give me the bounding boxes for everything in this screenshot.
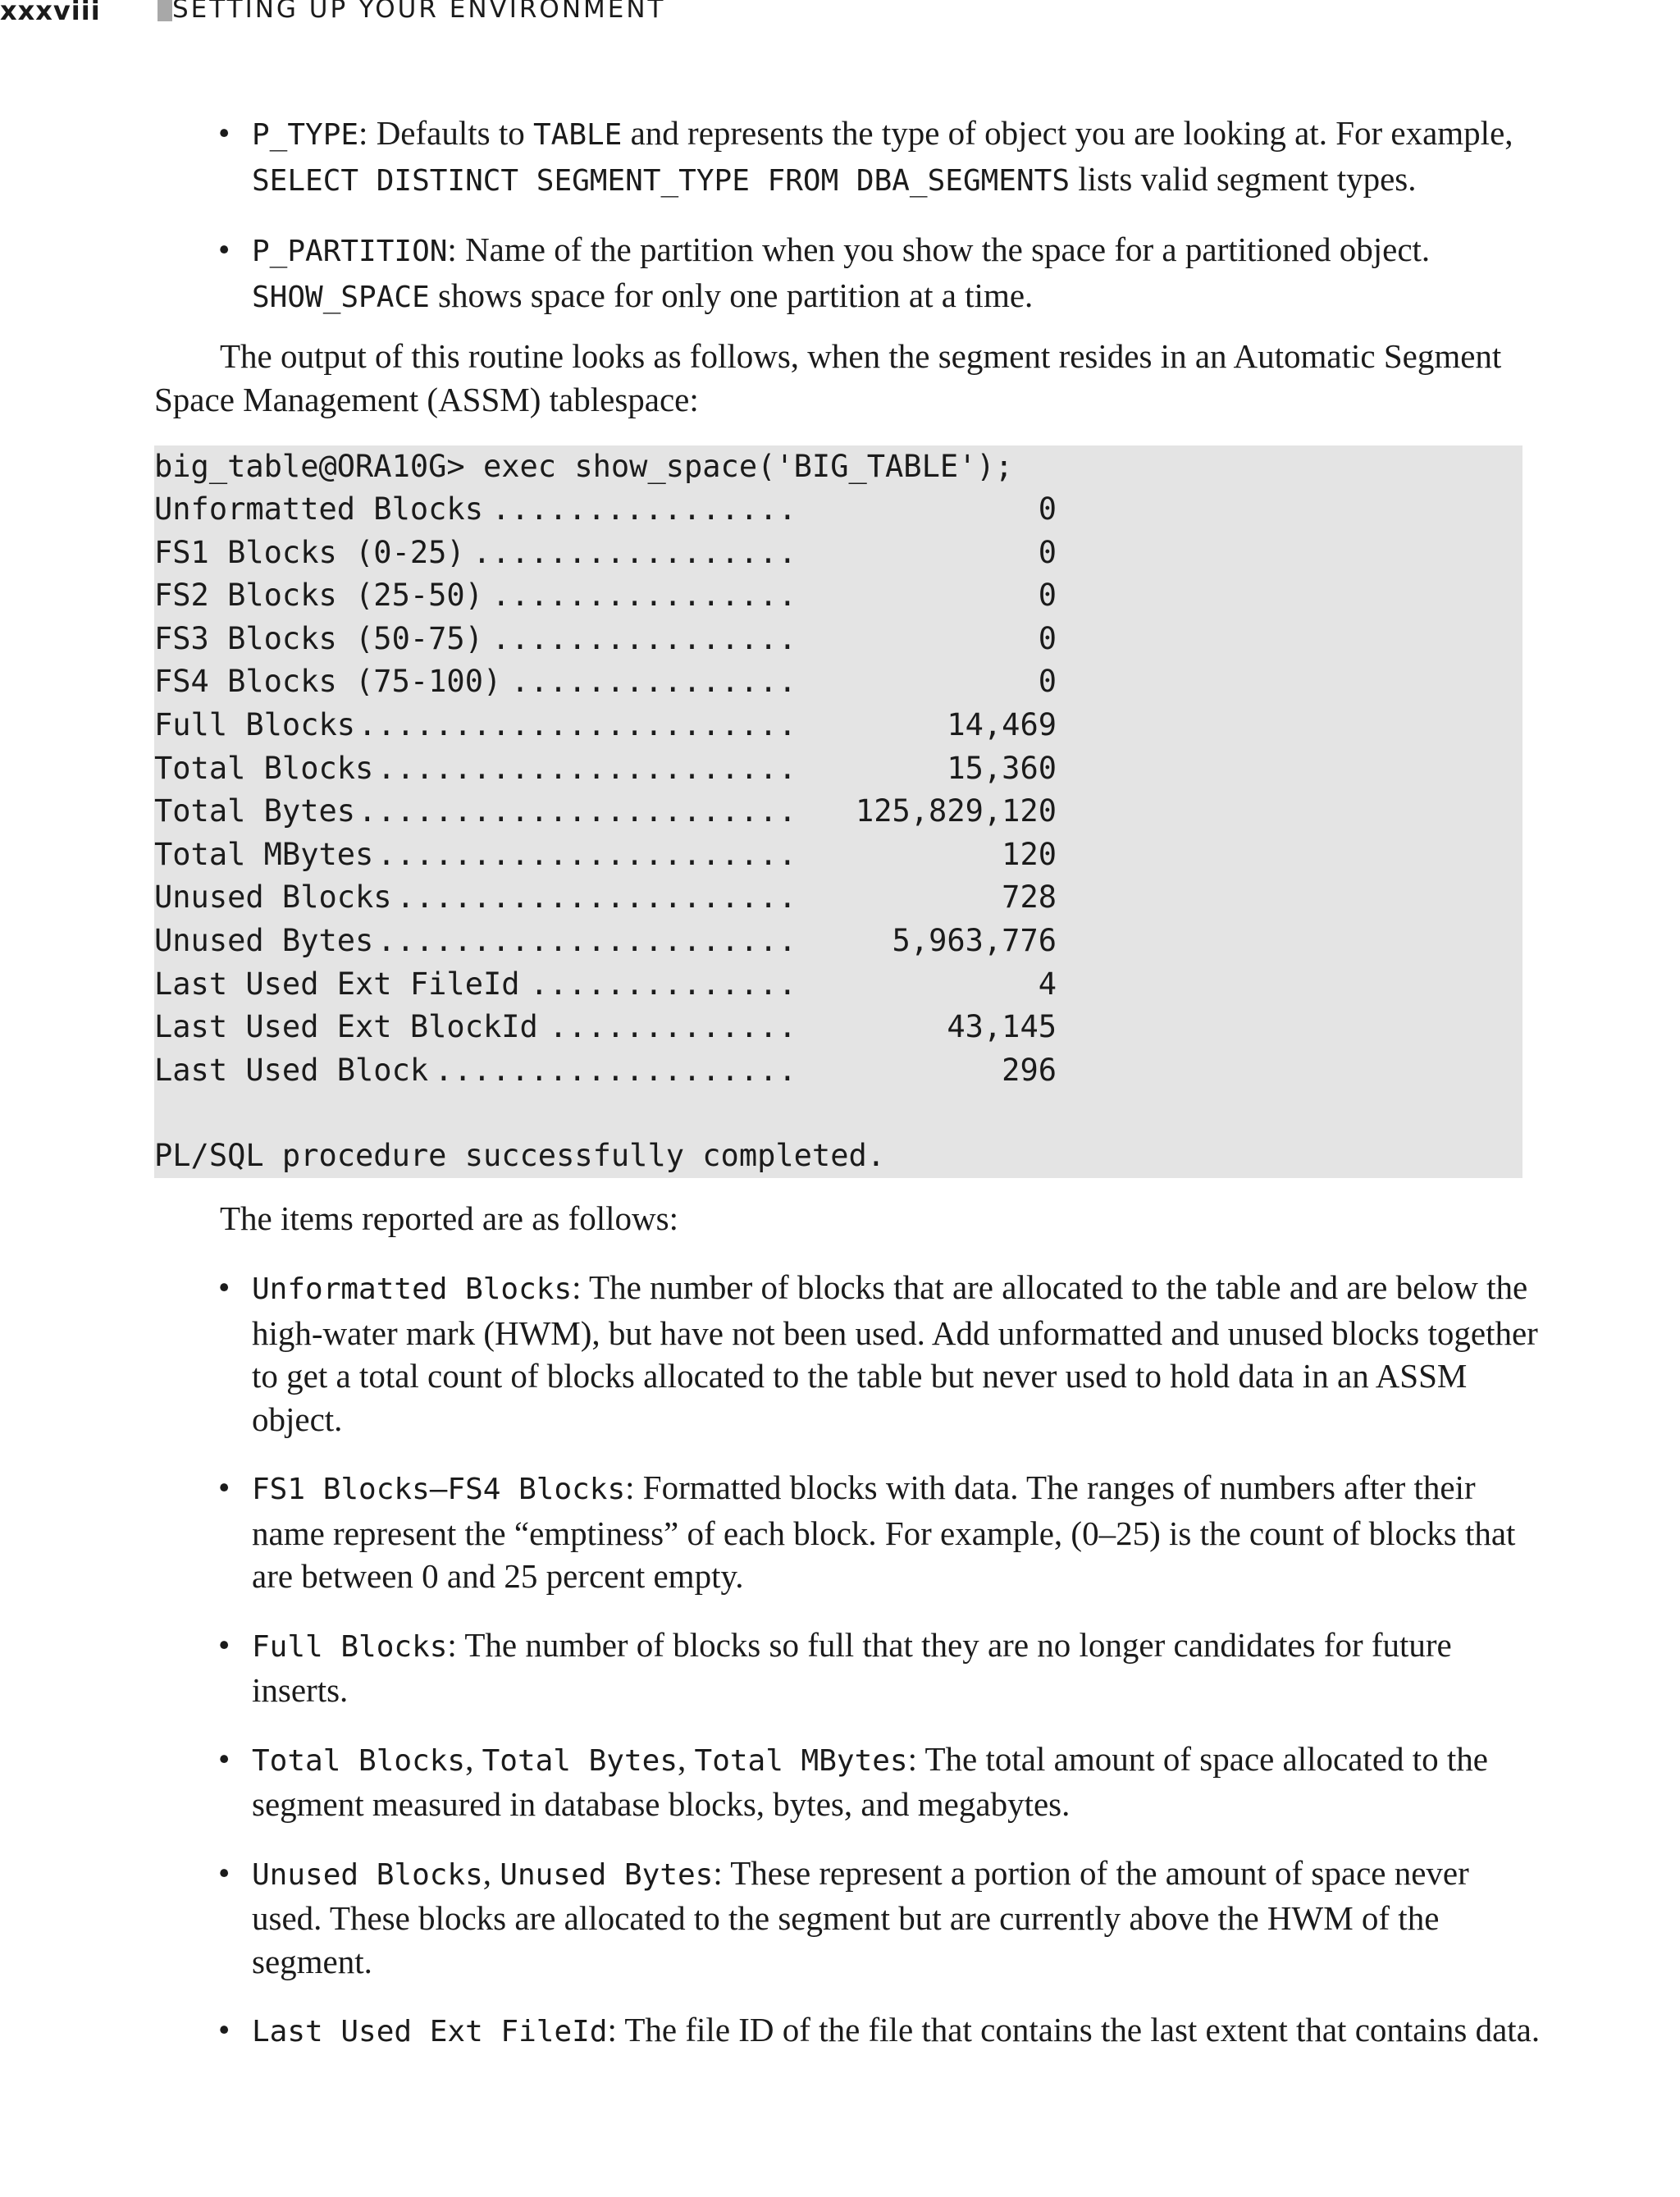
metric-value: 14,469 <box>947 707 1057 742</box>
metric-label: Full Blocks <box>154 707 356 742</box>
inline-code: FS1 Blocks–FS4 Blocks <box>252 1473 626 1506</box>
metric-value: 5,963,776 <box>892 923 1057 958</box>
code-output-row <box>154 834 1057 876</box>
body-text: and represents the type of object you are looking at. For example, <box>622 114 1513 152</box>
code-output-row <box>154 1049 1057 1092</box>
body-text: : The number of blocks so full that they are no longer candidates for future inserts. <box>252 1625 1452 1709</box>
leader-dots: ..................... <box>396 879 797 916</box>
inline-code: SELECT DISTINCT SEGMENT_TYPE FROM DBA_SEGMENTS <box>252 163 1070 198</box>
code-output-row <box>154 488 1057 531</box>
metric-label: Last Used Block <box>154 1052 429 1088</box>
inline-code: Full Blocks <box>252 1629 448 1664</box>
term-code: P_PARTITION <box>252 235 448 268</box>
inline-code: Total Bytes <box>482 1743 678 1778</box>
list-item <box>0 1738 1680 1826</box>
running-header <box>0 0 1680 25</box>
metric-value: 0 <box>1038 620 1057 656</box>
leader-dots: ................ <box>491 620 797 656</box>
body-text: : Name of the partition when you show the space for a partitioned object. <box>447 231 1431 268</box>
metric-label: Unused Blocks <box>154 879 392 916</box>
list-item <box>0 1852 1680 1984</box>
list-item <box>0 1266 1680 1441</box>
parameter-list <box>0 112 1680 345</box>
term-code: P_TYPE <box>252 118 359 152</box>
intro-paragraph: The output of this routine looks as follows, when the segment resides in an Automatic Segment Space Management (ASSM) tablespace: <box>154 337 1502 418</box>
body-text: : Formatted blocks with data. The ranges of numbers after their name represent the “emptiness” of each block. For example, (0–25) is the count of blocks that are between 0 and 25 percent empty. <box>252 1468 1516 1595</box>
list-item <box>0 2008 1680 2054</box>
body-text: shows space for only one partition at a time. <box>429 276 1034 314</box>
leader-dots: ............. <box>549 1009 797 1045</box>
metric-label: Total Blocks <box>154 750 374 786</box>
inline-code: Total Blocks <box>252 1743 466 1778</box>
body-text: , <box>678 1739 695 1778</box>
metric-value: 15,360 <box>947 750 1057 786</box>
code-command: big_table@ORA10G> exec show_space('BIG_TABLE'); <box>154 449 1013 484</box>
list-item <box>0 228 1680 319</box>
items-intro: The items reported are as follows: <box>220 1199 679 1237</box>
list-item <box>0 1466 1680 1598</box>
metric-label: FS3 Blocks (50-75) <box>154 620 483 656</box>
leader-dots: ................ <box>491 491 797 527</box>
code-output-row <box>154 1006 1057 1048</box>
body-text: : The file ID of the file that contains the last extent that contains data. <box>607 2011 1541 2049</box>
metric-value: 43,145 <box>947 1009 1057 1045</box>
leader-dots: ................. <box>472 534 797 570</box>
inline-code: Total MBytes <box>694 1743 908 1778</box>
leader-dots: ....................... <box>358 707 797 742</box>
metric-label: Unformatted Blocks <box>154 491 483 527</box>
metric-value: 120 <box>1002 836 1057 872</box>
code-output-row <box>154 790 1057 833</box>
code-listing <box>154 445 1522 1178</box>
leader-dots: ....................... <box>358 793 797 829</box>
code-output-row <box>154 876 1057 919</box>
metric-value: 0 <box>1038 664 1057 700</box>
metric-label: Total MBytes <box>154 836 374 872</box>
inline-code: Unused Bytes <box>500 1857 714 1892</box>
inline-code: Unused Blocks <box>252 1857 483 1892</box>
list-item <box>0 1624 1680 1712</box>
body-text: : The total amount of space allocated to the segment measured in database blocks, bytes, and megabytes. <box>252 1739 1488 1823</box>
metric-label: Last Used Ext FileId <box>154 966 520 1002</box>
leader-dots: ...................... <box>377 750 797 786</box>
section-title: SETTING UP YOUR ENVIRONMENT <box>172 0 666 24</box>
code-output-row <box>154 963 1057 1006</box>
code-output-row <box>154 618 1057 660</box>
body-text: : These represent a portion of the amount of space never used. These blocks are allocated to the segment but are currently above the HWM of the segment. <box>252 1853 1469 1980</box>
metric-label: Last Used Ext BlockId <box>154 1009 538 1045</box>
leader-dots: .............. <box>530 966 797 1002</box>
code-output-row <box>154 920 1057 962</box>
metric-value: 0 <box>1038 578 1057 614</box>
body-text: , <box>482 1853 500 1892</box>
metric-label: FS4 Blocks (75-100) <box>154 664 502 700</box>
metric-label: Total Bytes <box>154 793 356 829</box>
metric-label: Unused Bytes <box>154 923 374 958</box>
code-output-row <box>154 704 1057 747</box>
code-completion-message: PL/SQL procedure successfully completed. <box>154 1138 886 1173</box>
metric-label: FS1 Blocks (0-25) <box>154 534 465 570</box>
metric-value: 728 <box>1002 879 1057 916</box>
inline-code: TABLE <box>532 118 623 152</box>
metric-value: 4 <box>1038 966 1057 1002</box>
metric-label: FS2 Blocks (25-50) <box>154 578 483 614</box>
page-number: xxxviii <box>0 0 101 26</box>
items-list <box>0 1266 1680 2080</box>
metric-value: 296 <box>1002 1052 1057 1088</box>
body-text: lists valid segment types. <box>1070 159 1417 198</box>
leader-dots: ...................... <box>377 923 797 958</box>
leader-dots: ................ <box>491 578 797 614</box>
header-bar-decoration <box>158 0 172 21</box>
code-output-row <box>154 532 1057 574</box>
code-output-row <box>154 747 1057 790</box>
leader-dots: ................... <box>434 1052 797 1088</box>
body-text: , <box>465 1739 482 1778</box>
leader-dots: ...................... <box>377 836 797 872</box>
metric-value: 0 <box>1038 491 1057 527</box>
inline-code: SHOW_SPACE <box>252 280 430 314</box>
body-text: : The number of blocks that are allocated to the table and are below the high-water mark (HWM), but have not been used. Add unformatted and unused blocks together to get a total count of blocks allocated to the table but never used to hold data in an ASSM object. <box>252 1268 1538 1438</box>
metric-value: 0 <box>1038 534 1057 570</box>
inline-code: Last Used Ext FileId <box>252 2015 608 2049</box>
code-output-row <box>154 574 1057 617</box>
inline-code: Unformatted Blocks <box>252 1272 573 1306</box>
metric-value: 125,829,120 <box>855 793 1057 829</box>
list-item <box>0 112 1680 203</box>
body-text: : Defaults to <box>358 114 533 152</box>
leader-dots: ............... <box>510 664 797 700</box>
code-output-row <box>154 660 1057 703</box>
